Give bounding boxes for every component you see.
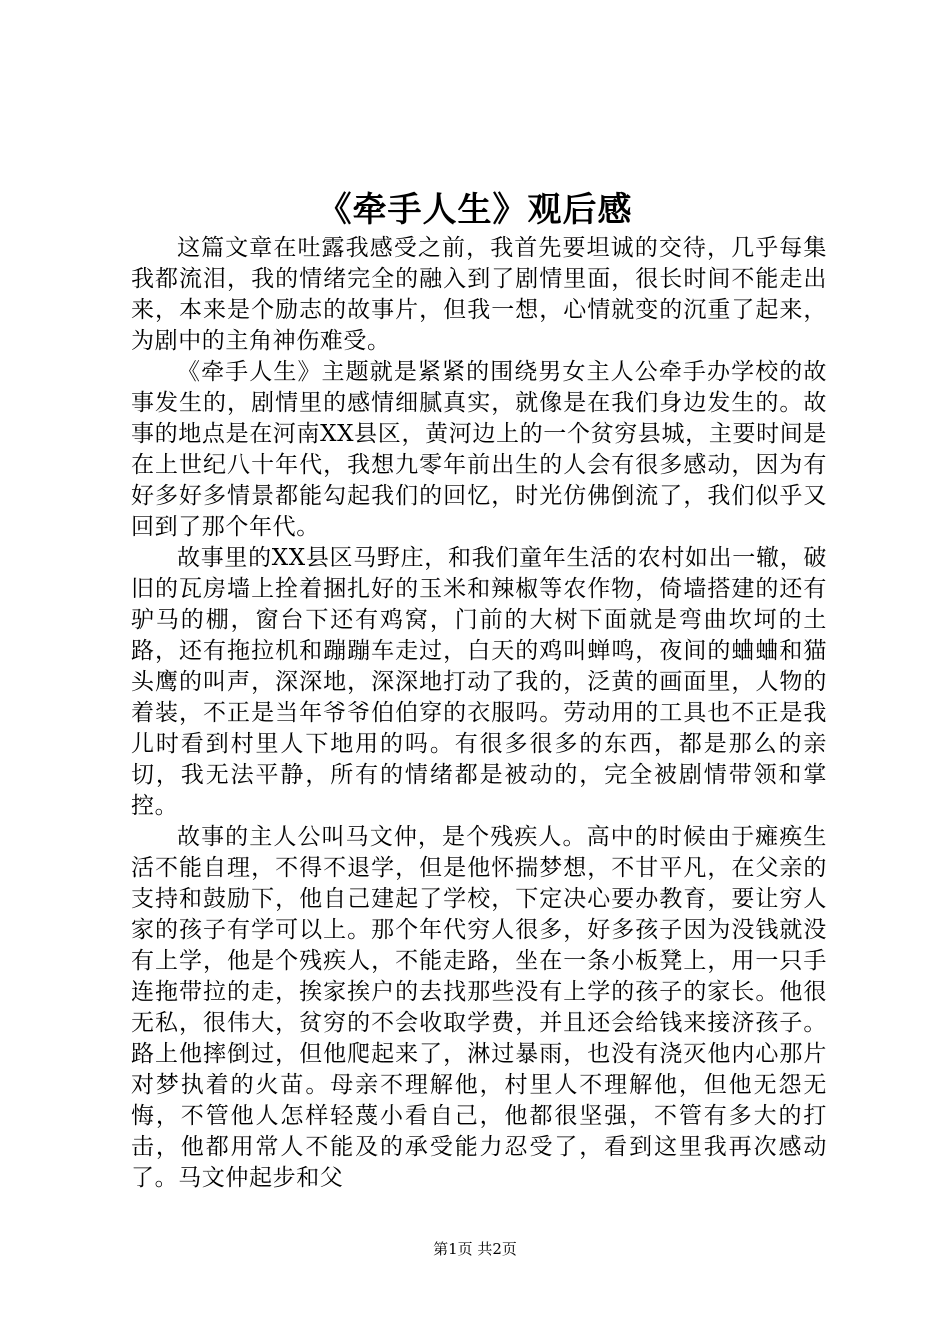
- document-body: [131, 233, 827, 1194]
- paragraph-2: 《牵手人生》主题就是紧紧的围绕男女主人公牵手办学校的故事发生的，剧情里的感情细腻真实，就像是在我们身边发生的。故事的地点是在河南XX县区，黄河边上的一个贫穷县城，主要时间是在上世纪八十年代，我想九零年前出生的人会有很多感动，因为有好多好多情景都能勾起我们的回忆，时光仿佛倒流了，我们似乎又回到了那个年代。: [131, 359, 827, 540]
- paragraph-1: 这篇文章在吐露我感受之前，我首先要坦诚的交待，几乎每集我都流泪，我的情绪完全的融入到了剧情里面，很长时间不能走出来，本来是个励志的故事片，但我一想，心情就变的沉重了起来，为剧中的主角神伤难受。: [131, 235, 827, 354]
- paragraph-4: 故事的主人公叫马文仲，是个残疾人。高中的时候由于瘫痪生活不能自理，不得不退学，但是他怀揣梦想，不甘平凡，在父亲的支持和鼓励下，他自己建起了学校，下定决心要办教育，要让穷人家的孩子有学可以上。那个年代穷人很多，好多孩子因为没钱就没有上学，他是个残疾人，不能走路，坐在一条小板凳上，用一只手连拖带拉的走，挨家挨户的去找那些没有上学的孩子的家长。他很无私，很伟大，贫穷的不会收取学费，并且还会给钱来接济孩子。路上他摔倒过，但他爬起来了，淋过暴雨，也没有浇灭他内心那片对梦执着的火苗。母亲不理解他，村里人不理解他，但他无怨无悔，不管他人怎样轻蔑小看自己，他都很坚强，不管有多大的打击，他都用常人不能及的承受能力忍受了，看到这里我再次感动了。马文仲起步和父: [131, 824, 827, 1191]
- page-footer: [0, 1239, 950, 1259]
- page-number: 第1页 共2页: [433, 1240, 517, 1258]
- paragraph-3: 故事里的XX县区马野庄，和我们童年生活的农村如出一辙，破旧的瓦房墙上拴着捆扎好的玉米和辣椒等农作物，倚墙搭建的还有驴马的棚，窗台下还有鸡窝，门前的大树下面就是弯曲坎坷的土路，还有拖拉机和蹦蹦车走过，白天的鸡叫蝉鸣，夜间的蛐蛐和猫头鹰的叫声，深深地，深深地打动了我的，泛黄的画面里，人物的着装，不正是当年爷爷伯伯穿的衣服吗。劳动用的工具也不正是我儿时看到村里人下地用的吗。有很多很多的东西，都是那么的亲切，我无法平静，所有的情绪都是被动的，完全被剧情带领和掌控。: [131, 545, 827, 819]
- document-title: 《牵手人生》观后感: [317, 190, 633, 230]
